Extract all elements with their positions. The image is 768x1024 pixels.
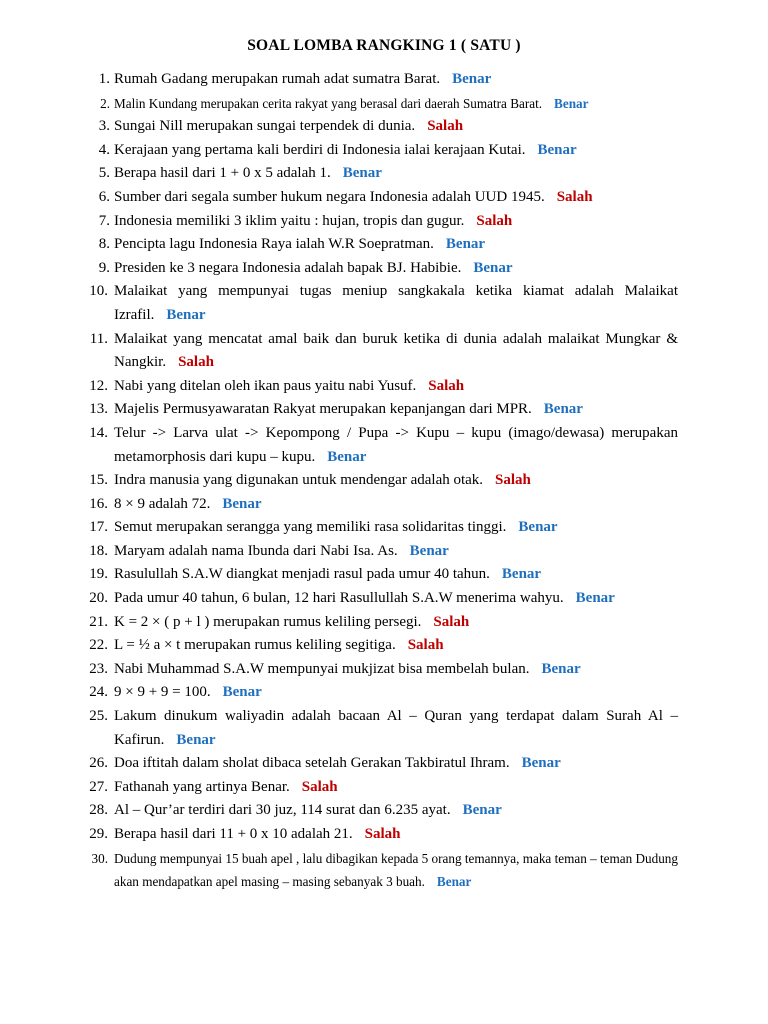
question-text: Semut merupakan serangga yang memiliki rasa solidaritas tinggi. <box>114 519 507 536</box>
question-text: Dudung mempunyai 15 buah apel , lalu dibagikan kepada 5 orang temannya, maka teman – teman Dudung akan mendapatkan apel masing – masing sebanyak 3 buah. <box>114 850 678 890</box>
question-text: Rasulullah S.A.W diangkat menjadi rasul pada umur 40 tahun. <box>114 566 490 583</box>
answer-label: Benar <box>166 306 206 323</box>
question-text: Kerajaan yang pertama kali berdiri di Indonesia ialai kerajaan Kutai. <box>114 141 526 158</box>
list-item <box>90 139 678 163</box>
item-number: 25. <box>89 708 108 725</box>
item-number: 15. <box>89 472 108 489</box>
list-item <box>90 516 678 540</box>
question-text: Nabi Muhammad S.A.W mempunyai mukjizat bisa membelah bulan. <box>114 660 530 677</box>
question-text: Maryam adalah nama Ibunda dari Nabi Isa. As. <box>114 542 398 559</box>
question-text: Sungai Nill merupakan sungai terpendek di dunia. <box>114 118 416 135</box>
answer-label: Benar <box>543 401 583 418</box>
item-number: 23. <box>89 660 108 677</box>
list-item <box>90 776 678 800</box>
list-item <box>90 398 678 422</box>
item-number: 20. <box>89 590 108 607</box>
item-number: 2. <box>100 95 110 111</box>
list-item <box>90 115 678 139</box>
question-text: Lakum dinukum waliyadin adalah bacaan Al – Quran yang terdapat dalam Surah Al – Kafirun. <box>114 708 678 748</box>
question-text: Berapa hasil dari 1 + 0 x 5 adalah 1. <box>114 165 331 182</box>
list-item <box>90 233 678 257</box>
answer-label: Benar <box>445 236 486 253</box>
list-item <box>90 752 678 776</box>
question-text: Indra manusia yang digunakan untuk mendengar adalah otak. <box>114 472 484 489</box>
list-item <box>90 540 678 564</box>
item-number: 22. <box>89 637 108 654</box>
question-text: Nabi yang ditelan oleh ikan paus yaitu nabi Yusuf. <box>114 377 417 394</box>
list-item <box>90 162 678 186</box>
question-text: Fathanah yang artinya Benar. <box>114 778 290 795</box>
item-number: 5. <box>98 165 110 182</box>
question-text: Malaikat yang mempunyai tugas meniup sangkakala ketika kiamat adalah Malaikat Izrafil. <box>114 283 678 323</box>
list-item <box>90 493 678 517</box>
list-item <box>90 563 678 587</box>
item-number: 29. <box>89 826 108 842</box>
answer-label: Benar <box>462 802 502 819</box>
answer-label: Salah <box>495 472 531 489</box>
list-item <box>90 658 678 682</box>
list-item <box>90 328 678 375</box>
answer-label: Salah <box>476 212 513 229</box>
item-number: 21. <box>89 613 108 630</box>
question-text: Indonesia memiliki 3 iklim yaitu : hujan, tropis dan gugur. <box>114 212 465 229</box>
question-text: 8 × 9 adalah 72. <box>114 495 211 512</box>
list-item <box>90 375 678 399</box>
answer-label: Benar <box>452 71 492 87</box>
answer-label: Benar <box>575 590 615 607</box>
question-text: Pada umur 40 tahun, 6 bulan, 12 hari Rasullullah S.A.W menerima wahyu. <box>114 590 564 607</box>
question-text: Al – Qur’ar terdiri dari 30 juz, 114 surat dan 6.235 ayat. <box>114 802 451 819</box>
question-text: Malaikat yang mencatat amal baik dan buruk ketika di dunia adalah malaikat Mungkar & Nangkir. <box>114 330 678 371</box>
answer-label: Benar <box>436 874 472 890</box>
item-number: 7. <box>98 212 110 229</box>
page-title: SOAL LOMBA RANGKING 1 ( SATU ) <box>247 37 521 54</box>
answer-label: Benar <box>521 755 561 772</box>
item-number: 6. <box>98 188 110 205</box>
list-item <box>90 823 678 847</box>
question-text: Sumber dari segala sumber hukum negara Indonesia adalah UUD 1945. <box>114 188 545 205</box>
question-text: Malin Kundang merupakan cerita rakyat yang berasal dari daerah Sumatra Barat. <box>114 95 543 111</box>
item-number: 11. <box>89 330 108 347</box>
list-item <box>90 634 678 658</box>
item-number: 19. <box>89 566 108 583</box>
question-text: Pencipta lagu Indonesia Raya ialah W.R Soepratman. <box>114 236 434 253</box>
question-text: K = 2 × ( p + l ) merupakan rumus keliling persegi. <box>114 613 422 630</box>
item-number: 8. <box>98 236 110 253</box>
item-number: 28. <box>89 802 108 819</box>
item-number: 9. <box>98 259 110 276</box>
answer-label: Benar <box>554 95 589 111</box>
item-number: 1. <box>98 71 110 87</box>
question-text: L = ½ a × t merupakan rumus keliling segitiga. <box>114 637 396 654</box>
answer-label: Salah <box>364 826 401 842</box>
question-text: Majelis Permusyawaratan Rakyat merupakan kepanjangan dari MPR. <box>114 401 532 418</box>
list-item <box>90 847 678 894</box>
answer-label: Benar <box>327 448 367 465</box>
item-number: 26. <box>89 755 108 772</box>
list-item <box>90 68 678 92</box>
item-number: 3. <box>98 118 110 135</box>
item-number: 17. <box>89 519 108 536</box>
answer-label: Benar <box>537 141 577 158</box>
question-text: Doa iftitah dalam sholat dibaca setelah Gerakan Takbiratul Ihram. <box>114 755 510 772</box>
answer-label: Salah <box>407 637 444 654</box>
list-item <box>90 681 678 705</box>
item-number: 18. <box>89 542 108 559</box>
answer-label: Benar <box>541 660 581 677</box>
answer-label: Salah <box>433 613 470 630</box>
item-number: 13. <box>89 401 108 418</box>
question-list <box>90 68 678 894</box>
answer-label: Salah <box>301 778 338 795</box>
list-item <box>90 92 678 116</box>
item-number: 30. <box>91 850 108 866</box>
answer-label: Benar <box>222 684 262 701</box>
answer-label: Salah <box>427 118 464 135</box>
item-number: 14. <box>89 424 108 441</box>
question-text: Berapa hasil dari 11 + 0 x 10 adalah 21. <box>114 826 353 842</box>
item-number: 10. <box>89 283 108 300</box>
list-item <box>90 280 678 327</box>
answer-label: Salah <box>178 354 214 371</box>
question-text: Presiden ke 3 negara Indonesia adalah bapak BJ. Habibie. <box>114 259 462 276</box>
item-number: 4. <box>98 141 110 158</box>
answer-label: Salah <box>428 377 465 394</box>
item-number: 27. <box>89 778 108 795</box>
item-number: 16. <box>89 495 108 512</box>
list-item <box>90 210 678 234</box>
answer-label: Benar <box>501 566 542 583</box>
list-item <box>90 257 678 281</box>
list-item <box>90 705 678 752</box>
answer-label: Benar <box>176 731 216 748</box>
item-number: 24. <box>89 684 108 701</box>
item-number: 12. <box>89 377 108 394</box>
question-text: Rumah Gadang merupakan rumah adat sumatra Barat. <box>114 71 441 87</box>
list-item <box>90 799 678 823</box>
answer-label: Salah <box>556 188 593 205</box>
list-item <box>90 422 678 469</box>
answer-label: Benar <box>222 495 262 512</box>
answer-label: Benar <box>518 519 558 536</box>
list-item <box>90 611 678 635</box>
list-item <box>90 469 678 493</box>
list-item <box>90 587 678 611</box>
question-text: 9 × 9 + 9 = 100. <box>114 684 211 701</box>
question-text: Telur -> Larva ulat -> Kepompong / Pupa -> Kupu – kupu (imago/dewasa) merupakan metamorphosis dari kupu – kupu. <box>114 424 678 465</box>
list-item <box>90 186 678 210</box>
answer-label: Benar <box>342 165 382 182</box>
answer-label: Benar <box>473 259 513 276</box>
answer-label: Benar <box>409 542 449 559</box>
